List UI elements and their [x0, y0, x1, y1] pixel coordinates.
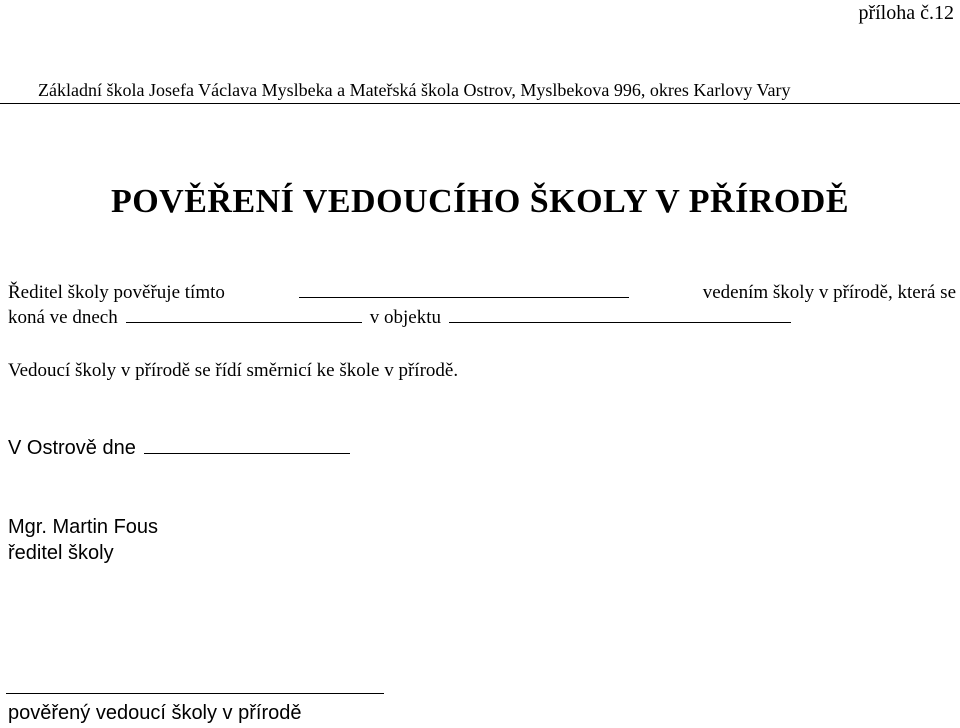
delegation-sentence-line-1	[8, 281, 956, 304]
delegate-name-field[interactable]	[299, 281, 629, 298]
header-divider	[0, 103, 960, 104]
line1-start-text: Ředitel školy pověřuje tímto	[8, 282, 225, 303]
line1-end-text: vedením školy v přírodě, která se	[702, 282, 956, 303]
delegate-signature-line[interactable]	[6, 693, 384, 694]
place-date-line	[8, 437, 350, 460]
dates-field[interactable]	[126, 306, 362, 323]
date-field[interactable]	[144, 437, 350, 454]
signatory-role: ředitel školy	[8, 542, 114, 564]
line2-start-text: koná ve dnech	[8, 307, 118, 328]
attachment-label: příloha č.12	[858, 2, 954, 24]
signatory-name: Mgr. Martin Fous	[8, 516, 159, 538]
place-date-label: V Ostrově dne	[8, 437, 136, 459]
facility-field[interactable]	[449, 306, 791, 323]
directive-text: Vedoucí školy v přírodě se řídí směrnicí ke škole v přírodě.	[8, 360, 459, 381]
delegation-sentence-line-2	[8, 306, 791, 329]
line2-middle-text: v objektu	[369, 307, 441, 328]
document-title: POVĚŘENÍ VEDOUCÍHO ŠKOLY V PŘÍRODĚ	[110, 183, 850, 220]
delegate-signature-label: pověřený vedoucí školy v přírodě	[8, 702, 302, 724]
school-header: Základní škola Josefa Václava Myslbeka a Mateřská škola Ostrov, Myslbekova 996, okres Karlovy Vary	[38, 80, 791, 100]
